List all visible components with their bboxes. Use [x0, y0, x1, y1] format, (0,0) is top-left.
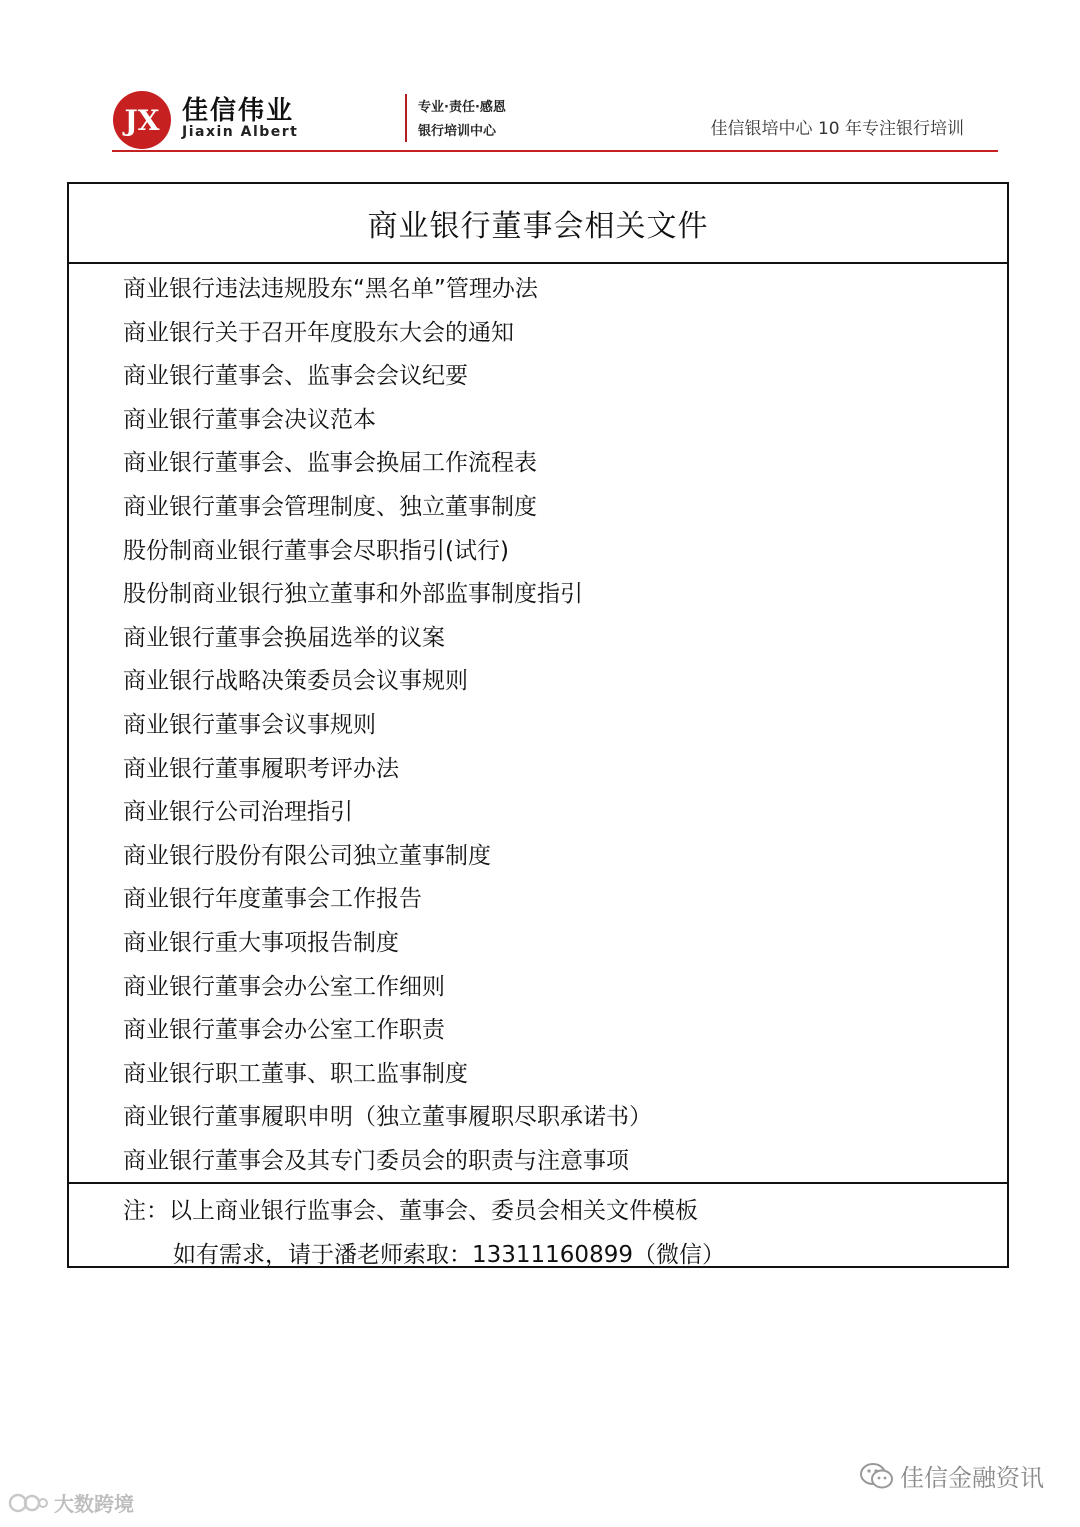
slogan-line-2: 银行培训中心 — [418, 124, 497, 139]
watermark-left-text: 大数跨境 — [54, 1492, 134, 1516]
document-title-row — [69, 184, 1007, 264]
list-item: 商业银行董事会管理制度、独立董事制度 — [123, 493, 537, 520]
list-item: 商业银行董事会及其专门委员会的职责与注意事项 — [123, 1147, 629, 1174]
list-item: 商业银行股份有限公司独立董事制度 — [123, 842, 491, 869]
brand-name-en: Jiaxin Albert — [182, 124, 299, 140]
brand-divider — [405, 94, 407, 142]
watermark-right-text: 佳信金融资讯 — [900, 1464, 1044, 1492]
note-row — [69, 1182, 1007, 1268]
slogan-line-1: 专业·责任·感恩 — [418, 100, 506, 115]
page-header — [112, 84, 998, 154]
list-item: 商业银行战略决策委员会议事规则 — [123, 668, 468, 695]
watermark-right — [860, 1458, 1044, 1493]
note-line-1: 注：以上商业银行监事会、董事会、委员会相关文件模板 — [123, 1198, 698, 1224]
header-tagline: 佳信银培中心 10 年专注银行培训 — [710, 119, 964, 139]
jx-logo-icon — [112, 90, 172, 150]
list-item: 商业银行董事会办公室工作细则 — [123, 973, 445, 1000]
watermark-left — [8, 1488, 134, 1517]
list-item: 商业银行重大事项报告制度 — [123, 929, 399, 956]
list-item: 商业银行董事履职申明（独立董事履职尽职承诺书） — [123, 1104, 652, 1131]
logo-letters: JX — [124, 104, 160, 137]
list-item: 商业银行董事会、监事会换届工作流程表 — [123, 450, 537, 477]
brand-mark-icon — [8, 1492, 48, 1514]
list-item: 股份制商业银行董事会尽职指引(试行) — [123, 537, 509, 564]
list-item: 商业银行董事会议事规则 — [123, 711, 376, 738]
list-item: 商业银行年度董事会工作报告 — [123, 886, 422, 913]
list-item: 商业银行关于召开年度股东大会的通知 — [123, 319, 514, 346]
list-item: 商业银行职工董事、职工监事制度 — [123, 1060, 468, 1087]
list-item: 商业银行董事履职考评办法 — [123, 755, 399, 782]
list-item: 商业银行董事会决议范本 — [123, 406, 376, 433]
list-item: 商业银行董事会换届选举的议案 — [123, 624, 445, 651]
note-line-2: 如有需求，请于潘老师索取：13311160899（微信） — [173, 1242, 725, 1268]
wechat-icon — [860, 1462, 894, 1490]
list-item: 商业银行公司治理指引 — [123, 799, 353, 826]
document-title: 商业银行董事会相关文件 — [367, 209, 709, 244]
brand-name-cn: 佳信伟业 — [182, 96, 295, 126]
list-item: 商业银行董事会办公室工作职责 — [123, 1017, 445, 1044]
document-list — [123, 268, 652, 1183]
list-item: 商业银行董事会、监事会会议纪要 — [123, 363, 468, 390]
list-item: 商业银行违法违规股东“黑名单”管理办法 — [123, 276, 538, 302]
header-divider — [112, 150, 998, 152]
document-table — [67, 182, 1009, 1268]
list-item: 股份制商业银行独立董事和外部监事制度指引 — [123, 581, 583, 608]
